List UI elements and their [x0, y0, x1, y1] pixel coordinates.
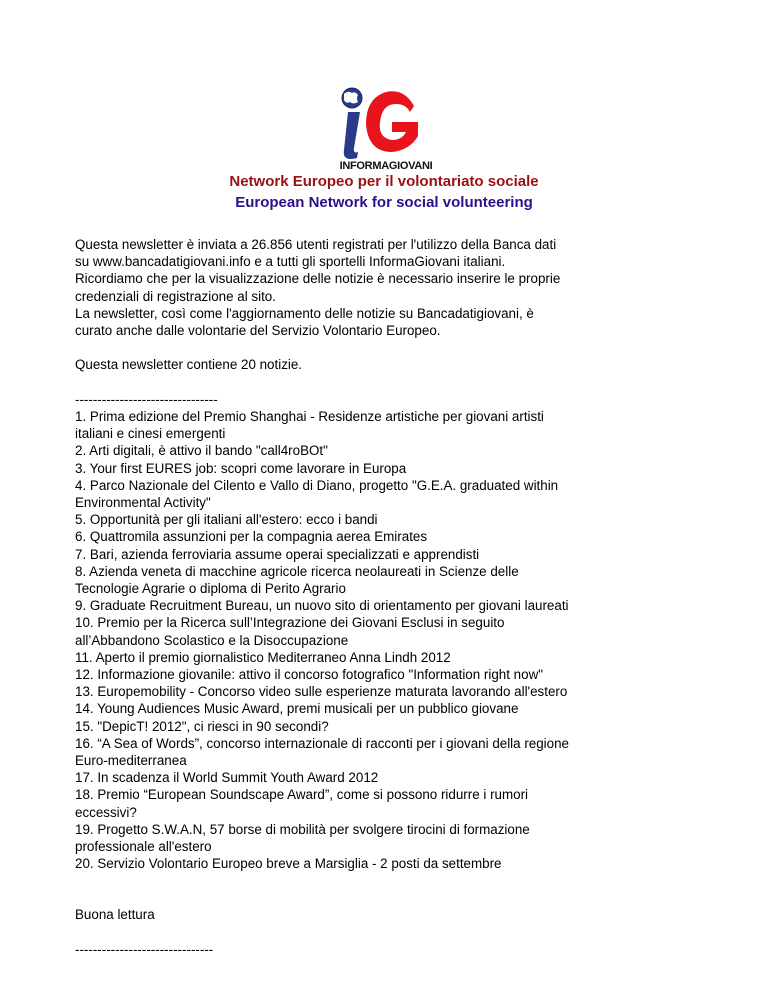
globe-icon: [342, 88, 362, 108]
news-item-line: 3. Your first EURES job: scopri come lavorare in Europa: [75, 460, 407, 476]
news-item[interactable]: [75, 477, 700, 511]
intro-line: credenziali di registrazione al sito.: [75, 288, 276, 304]
news-item-line: professionale all'estero: [75, 839, 212, 855]
intro-line: La newsletter, così come l'aggiornamento delle notizie su Bancadatigiovani, è: [75, 305, 534, 321]
news-item[interactable]: [75, 511, 700, 528]
news-item-line: 11. Aperto il premio giornalistico Mediterraneo Anna Lindh 2012: [75, 649, 451, 665]
news-item-line: 13. Europemobility - Concorso video sulle esperienze maturata lavorando all'estero: [75, 684, 568, 700]
news-item[interactable]: [75, 718, 700, 735]
news-item-line: italiani e cinesi emergenti: [75, 426, 226, 442]
closing-text: Buona lettura: [75, 907, 155, 923]
news-count: Questa newsletter contiene 20 notizie.: [75, 357, 303, 373]
news-item[interactable]: [75, 735, 700, 769]
newsletter-body: [75, 236, 700, 958]
informagiovani-logo: [322, 78, 450, 174]
intro-line: Ricordiamo che per la visualizzazione delle notizie è necessario inserire le proprie: [75, 271, 561, 287]
svg-text:INFORMAGIOVANI: INFORMAGIOVANI: [339, 160, 433, 172]
news-item[interactable]: [75, 408, 700, 442]
news-item-line: 7. Bari, azienda ferroviaria assume operai specializzati e apprendisti: [75, 546, 480, 562]
news-item-line: 16. “A Sea of Words”, concorso internazionale di racconti per i giovani della regione: [75, 735, 569, 751]
news-list: [75, 408, 700, 872]
newsletter-title-italian: Network Europeo per il volontariato sociale: [229, 173, 539, 190]
news-item-line: 15. "DepicT! 2012", ci riesci in 90 secondi?: [75, 718, 329, 734]
news-item-line: 8. Azienda veneta di macchine agricole ricerca neolaureati in Scienze delle: [75, 563, 519, 579]
news-item[interactable]: [75, 786, 700, 820]
news-item-line: 1. Prima edizione del Premio Shanghai - Residenze artistiche per giovani artisti: [75, 409, 544, 424]
news-item-line: 4. Parco Nazionale del Cilento e Vallo di Diano, progetto "G.E.A. graduated within: [75, 477, 559, 493]
news-item-line: 12. Informazione giovanile: attivo il concorso fotografico "Information right now": [75, 667, 544, 683]
intro-line: curato anche dalle volontarie del Servizio Volontario Europeo.: [75, 323, 441, 339]
news-item[interactable]: [75, 700, 700, 717]
news-item[interactable]: [75, 855, 700, 872]
news-item-line: 17. In scadenza il World Summit Youth Award 2012: [75, 770, 379, 786]
newsletter-title-english: European Network for social volunteering: [235, 194, 533, 211]
intro-line: Questa newsletter è inviata a 26.856 utenti registrati per l'utilizzo della Banca dati: [75, 237, 557, 252]
news-item-line: 18. Premio “European Soundscape Award”, come si possono ridurre i rumori: [75, 787, 529, 803]
news-item[interactable]: [75, 442, 700, 459]
news-item-line: 20. Servizio Volontario Europeo breve a Marsiglia - 2 posti da settembre: [75, 856, 502, 872]
news-item[interactable]: [75, 821, 700, 855]
news-item-line: all’Abbandono Scolastico e la Disoccupazione: [75, 632, 349, 648]
news-item[interactable]: [75, 614, 700, 648]
news-item[interactable]: [75, 546, 700, 563]
separator: --------------------------------: [75, 391, 218, 407]
news-item-line: 10. Premio per la Ricerca sull’Integrazione dei Giovani Esclusi in seguito: [75, 615, 505, 631]
news-item-line: 19. Progetto S.W.A.N, 57 borse di mobilità per svolgere tirocini di formazione: [75, 821, 530, 837]
news-item[interactable]: [75, 683, 700, 700]
news-item[interactable]: [75, 597, 700, 614]
intro-line: su www.bancadatigiovani.info e a tutti gli sportelli InformaGiovani italiani.: [75, 254, 506, 270]
news-item[interactable]: [75, 649, 700, 666]
news-item-line: Tecnologie Agrarie o diploma di Perito Agrario: [75, 581, 346, 597]
news-item-line: 2. Arti digitali, è attivo il bando "call4roBOt": [75, 443, 328, 459]
news-item-line: eccessivi?: [75, 804, 137, 820]
news-item[interactable]: [75, 666, 700, 683]
news-item[interactable]: [75, 460, 700, 477]
news-item-line: Euro-mediterranea: [75, 753, 187, 769]
news-item-line: 6. Quattromila assunzioni per la compagnia aerea Emirates: [75, 529, 428, 545]
news-item-line: 5. Opportunità per gli italiani all'estero: ecco i bandi: [75, 512, 378, 528]
separator-end: -------------------------------: [75, 941, 214, 957]
news-item-line: Environmental Activity": [75, 495, 211, 511]
news-item[interactable]: [75, 528, 700, 545]
news-item[interactable]: [75, 563, 700, 597]
news-item-line: 14. Young Audiences Music Award, premi musicali per un pubblico giovane: [75, 701, 519, 717]
news-item-line: 9. Graduate Recruitment Bureau, un nuovo sito di orientamento per giovani laureati: [75, 598, 569, 614]
news-item[interactable]: [75, 769, 700, 786]
logo-graphic: [322, 78, 450, 174]
